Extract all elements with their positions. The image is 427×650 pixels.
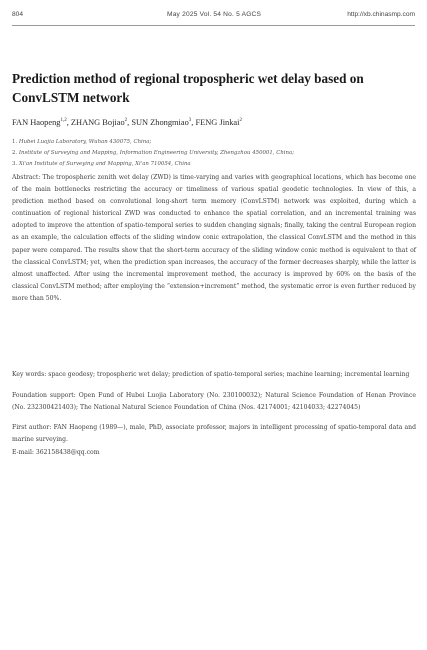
author-affiliation-mark: 1,2 — [60, 118, 67, 123]
affiliation-number: 1. — [12, 139, 18, 145]
foundation-support: Foundation support: Open Fund of Hubei Luojia Laboratory (No. 230100032); Natural Science Foundation of Henan Province (No. 232300421403); The National Natural Science Foundation of China (Nos. 42174001; 42104033; 42274045) — [12, 392, 416, 412]
affiliation-text: Xi'an Institute of Surveying and Mapping, Xi'an 710054, China — [18, 161, 191, 167]
author-name: FENG Jinkai — [195, 118, 240, 127]
author-name: SUN Zhongmiao — [131, 118, 189, 127]
affiliation-text: Institute of Surveying and Mapping, Information Engineering University, Zhengzhou 450001, China; — [18, 150, 295, 156]
running-header — [12, 11, 415, 23]
author-affiliation-mark: 2 — [124, 118, 128, 123]
page-number: 804 — [12, 11, 24, 18]
paper-title: Prediction method of regional tropospheric wet delay based on ConvLSTM network — [12, 71, 364, 105]
author-name: ZHANG Bojiao — [70, 118, 125, 127]
affiliation-text: Hubei Luojia Laboratory, Wuhan 430075, China; — [18, 139, 152, 145]
affiliation-number: 2. — [12, 150, 18, 156]
author-list: FAN Haopeng$^{1,2}$, ZHANG Bojiao$^2$, SUN Zhongmiao$^3$, FENG Jinkai$^2$ — [12, 118, 242, 127]
affiliation-item — [12, 148, 416, 159]
first-author-bio: First author: FAN Haopeng (1989—), male, PhD, associate professor, majors in intelligent processing of spatio-temporal data and marine surveying. — [12, 424, 416, 444]
journal-issue: May 2025 Vol. 54 No. 5 AGCS — [167, 11, 262, 18]
affiliation-item — [12, 137, 416, 148]
header-divider — [12, 25, 415, 26]
author-affiliation-mark: 3 — [188, 118, 192, 123]
affiliation-item — [12, 159, 416, 170]
author-affiliation-mark: 2 — [239, 118, 242, 123]
affiliation-list — [12, 137, 416, 170]
affiliation-number: 3. — [12, 161, 18, 167]
author-email[interactable]: E-mail: 362158438@qq.com — [12, 449, 100, 456]
abstract: Abstract: The tropospheric zenith wet delay (ZWD) is time-varying and varies with geographical locations, which has become one of the main bottlenecks restricting the accuracy or timeliness of various spatial geodetic technologies. In view of this, a prediction method based on convolutional long-short term memory (ConvLSTM) network was exploited, during which a continuation of regional historical ZWD was conducted to enhance the spatial correlation, and an incremental training was adopted to improve the attention of spatio-temporal series to sudden changing signals; finally, taking the central European region as an example, the calculation effects of the sliding window conic extrapolation, the classical ConvLSTM and the method in this paper were compared. The results show that the short-term accuracy of the sliding window conic method is equivalent to that of the classical ConvLSTM; yet, when the prediction span increases, the accuracy of the former decreases sharply, while the latter is almost unaffected. After using the incremental improvement method, the accuracy is improved by 60% on the basis of the classical ConvLSTM method; after employing the “extension+increment” method, the systematic error is even further reduced by more than 50%. — [12, 174, 416, 302]
keywords: Key words: space geodesy; tropospheric wet delay; prediction of spatio-temporal series; machine learning; incremental learning — [12, 371, 410, 378]
author-name: FAN Haopeng — [12, 118, 61, 127]
journal-url[interactable]: http://xb.chinasmp.com — [347, 11, 415, 18]
